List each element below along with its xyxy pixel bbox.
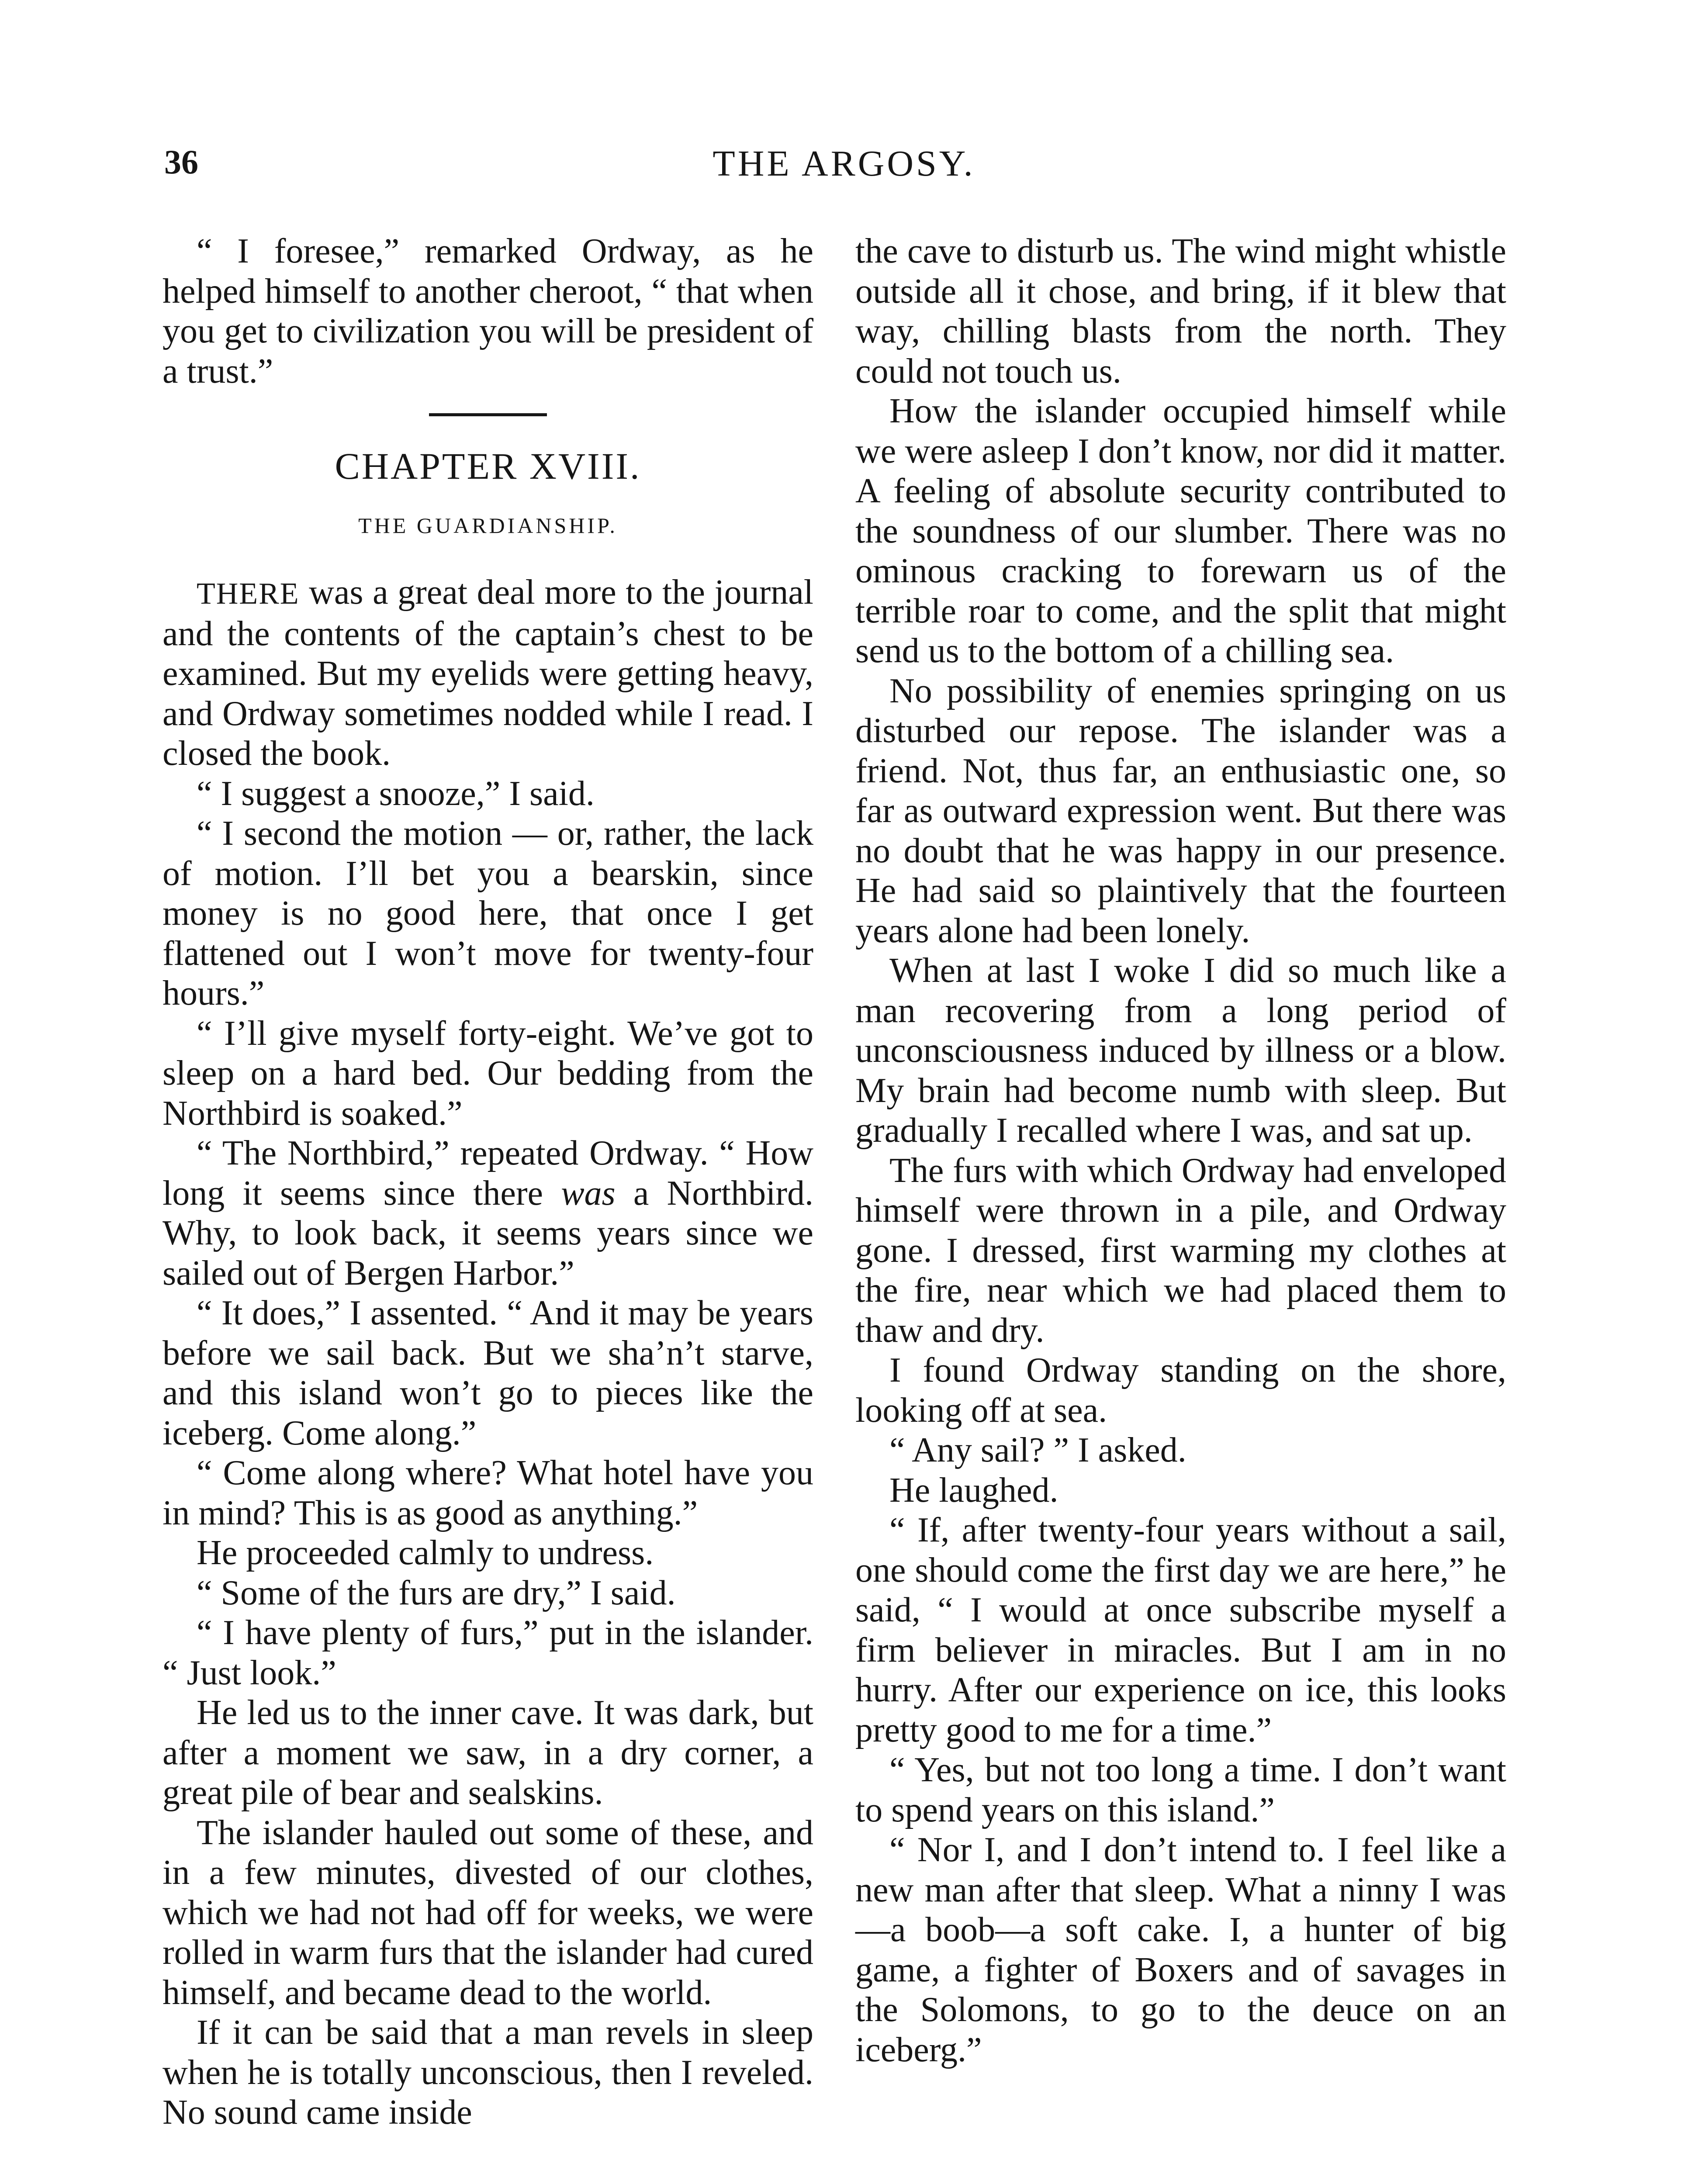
paragraph: How the islander occupied himself while we were asleep I don’t know, nor did it matter. A feeling of absolute security contributed to the soundness of our slumber. There was no ominous cracking to forewarn us of the terrible roar to come, and the split that might send us to the bottom of a chilling sea. <box>855 392 1506 670</box>
paragraph: He laughed. <box>889 1471 1058 1510</box>
chapter-title: CHAPTER XVIII. <box>335 445 641 487</box>
chapter-opening-word: THERE <box>197 577 300 611</box>
paragraph: “ It does,” I assented. “ And it may be years before we sail back. But we sha’n’t starve, and this island won’t go to pieces like the iceberg. Come along.” <box>163 1294 813 1452</box>
continuation-paragraph: the cave to disturb us. The wind might whistle outside all it chose, and bring, if it blew that way, chilling blasts from the north. They could not touch us. <box>855 232 1506 390</box>
chapter-first-paragraph <box>163 573 813 774</box>
paragraph: “ Some of the furs are dry,” I said. <box>197 1573 676 1612</box>
first-paragraph-text: was a great deal more to the journal and the contents of the captain’s chest to be examined. But my eyelids were getting heavy, and Ordway sometimes nodded while I read. I closed the book. <box>163 573 813 773</box>
paragraph: “ If, after twenty-four years without a sail, one should come the first day we are here,” he said, “ I would at once subscribe myself a firm believer in miracles. But I am in no hurry. After our experience on ice, this looks pretty good to me for a time.” <box>855 1511 1506 1749</box>
paragraph: I found Ordway standing on the shore, looking off at sea. <box>855 1351 1506 1430</box>
paragraph: The islander hauled out some of these, and in a few minutes, divested of our clothes, which we had not had off for weeks, we were rolled in warm furs that the islander had cured himself, and became dead to the world. <box>163 1813 813 2012</box>
paragraph-text: a Northbird. Why, to look back, it seems years since we sailed out of Bergen Harbor.” <box>163 1174 813 1292</box>
page-number: 36 <box>164 143 198 181</box>
paragraph: He led us to the inner cave. It was dark, but after a moment we saw, in a dry corner, a great pile of bear and sealskins. <box>163 1693 813 1812</box>
paragraph: He proceeded calmly to undress. <box>197 1534 654 1572</box>
left-column <box>163 232 813 2133</box>
paragraph: When at last I woke I did so much like a man recovering from a long period of unconsciousness induced by illness or a blow. My brain had become numb with sleep. But gradually I recalled where I was, and sat up. <box>855 951 1506 1150</box>
paragraph-text: “ The Northbird,” repeated Ordway. “ How long it seems since there <box>163 1134 813 1213</box>
paragraph-northbird <box>163 1133 813 1293</box>
paragraph: “ I’ll give myself forty-eight. We’ve got to sleep on a hard bed. Our bedding from the Northbird is soaked.” <box>163 1014 813 1133</box>
opening-paragraph: “ I foresee,” remarked Ordway, as he helped himself to another cheroot, “ that when you get to civilization you will be president of a trust.” <box>163 232 813 390</box>
paragraph: If it can be said that a man revels in sleep when he is totally unconscious, then I reveled. No sound came inside <box>163 2013 813 2132</box>
paragraph: “ I have plenty of furs,” put in the islander. “ Just look.” <box>163 1614 813 1692</box>
italic-word: was <box>561 1174 616 1213</box>
section-divider <box>429 413 547 416</box>
paragraph: The furs with which Ordway had enveloped himself were thrown in a pile, and Ordway gone. I dressed, first warming my clothes at the fire, near which we had placed them to thaw and dry. <box>855 1151 1506 1350</box>
running-title: THE ARGOSY. <box>713 143 975 184</box>
paragraph: No possibility of enemies springing on us disturbed our repose. The islander was a friend. Not, thus far, an enthusiastic one, so far as outward expression went. But there was no doubt that he was happy in our presence. He had said so plaintively that the fourteen years alone had been lonely. <box>855 671 1506 950</box>
paragraph: “ I suggest a snooze,” I said. <box>197 774 595 813</box>
paragraph: “ Any sail? ” I asked. <box>889 1431 1186 1469</box>
right-column <box>855 232 1506 2070</box>
chapter-subtitle: THE GUARDIANSHIP. <box>358 513 618 538</box>
paragraph: “ Nor I, and I don’t intend to. I feel like a new man after that sleep. What a ninny I was—a boob—a soft cake. I, a hunter of big game, a fighter of Boxers and of savages in the Solomons, to go to the deuce on an iceberg.” <box>855 1831 1506 2069</box>
paragraph: “ Yes, but not too long a time. I don’t want to spend years on this island.” <box>855 1751 1506 1829</box>
paragraph: “ I second the motion — or, rather, the lack of motion. I’ll bet you a bearskin, since money is no good here, that once I get flattened out I won’t move for twenty-four hours.” <box>163 814 813 1013</box>
paragraph: “ Come along where? What hotel have you in mind? This is as good as anything.” <box>163 1454 813 1532</box>
